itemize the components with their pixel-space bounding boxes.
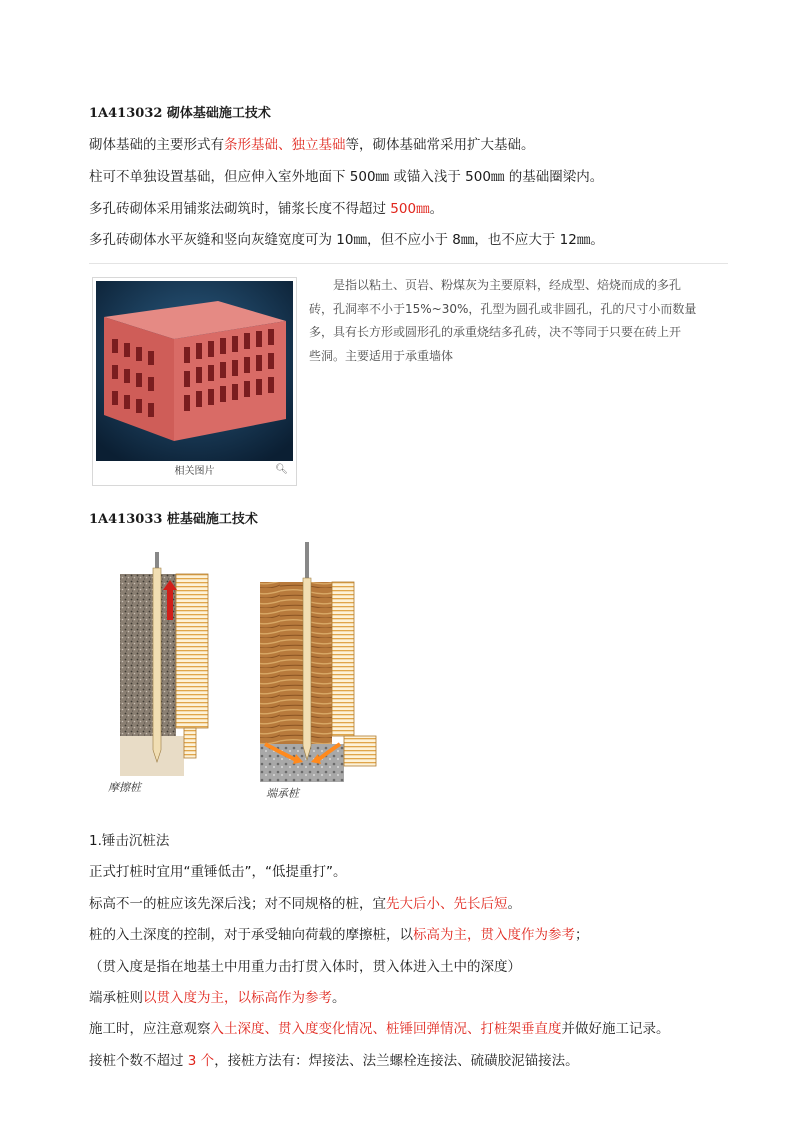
- paragraph-pile-joint: [89, 1051, 579, 1071]
- description-line: 些洞。主要适用于承重墙体: [309, 348, 454, 363]
- highlight-text: 以贯入度为主，以标高作为参考: [143, 990, 332, 1006]
- friction-pile-label: 摩擦桩: [108, 781, 141, 794]
- text: 端承桩则: [89, 990, 143, 1006]
- description-line: 砖，孔洞率不小于15%~30%，孔型为圆孔或非圆孔，孔的尺寸小而数量: [309, 301, 697, 316]
- text: 。: [507, 896, 521, 912]
- image-caption: 相关图片: [174, 466, 215, 477]
- paragraph-heavy-hammer: 正式打桩时宜用“重锤低击”，“低提重打”。: [89, 864, 347, 880]
- text: 桩的入土深度的控制，对于承受轴向荷载的摩擦桩，以: [89, 927, 413, 943]
- heading-pile-foundation: 1A413033 桩基础施工技术: [89, 512, 258, 527]
- text: 接桩个数不超过: [89, 1053, 188, 1069]
- magnifier-icon[interactable]: 🔍︎: [275, 464, 288, 475]
- subheading-hammer-driving: 1.锤击沉桩法: [89, 833, 170, 849]
- text: 。: [332, 990, 346, 1006]
- paragraph-construction-observe: [89, 1019, 670, 1039]
- paragraph-penetration-definition: （贯入度是指在地基土中用重力击打贯入体时，贯入体进入土中的深度）: [89, 959, 521, 975]
- highlight-text: 3 个: [187, 1053, 215, 1069]
- highlight-text: 入土深度、贯入度变化情况、桩锤回弹情况、打桩架垂直度: [210, 1021, 562, 1037]
- text: ，接桩方法有：焊接法、法兰螺栓连接法、硫磺胶泥锚接法。: [214, 1053, 579, 1069]
- related-image-card[interactable]: [92, 277, 297, 486]
- text: 多孔砖砌体采用铺浆法砌筑时，铺浆长度不得超过: [89, 201, 391, 217]
- paragraph-end-bearing: [89, 988, 346, 1008]
- description-line: 是指以粘土、页岩、粉煤灰为主要原料，经成型、焙烧而成的多孔: [309, 278, 682, 292]
- highlight-text: 条形基础、独立基础: [224, 137, 346, 153]
- paragraph-column-base: 柱可不单独设置基础，但应伸入室外地面下 500㎜ 或锚入浅于 500㎜ 的基础圈梁内。: [89, 169, 604, 185]
- heading-masonry-foundation: 1A413032 砌体基础施工技术: [89, 106, 271, 121]
- pile-types-figure: [100, 538, 390, 804]
- text: 等，砌体基础常采用扩大基础。: [345, 137, 535, 153]
- text: 标高不一的桩应该先深后浅；对不同规格的桩，宜: [89, 896, 386, 912]
- highlight-text: 标高为主，贯入度作为参考: [413, 927, 575, 943]
- brick-description: [309, 274, 719, 368]
- text: 并做好施工记录。: [561, 1021, 670, 1037]
- paragraph-masonry-forms: [89, 135, 535, 155]
- paragraph-mortar-length: [89, 199, 443, 219]
- paragraph-joint-width: 多孔砖砌体水平灰缝和竖向灰缝宽度可为 10㎜，但不应小于 8㎜，也不应大于 12㎜。: [89, 232, 604, 248]
- highlight-text: 500㎜: [390, 201, 430, 217]
- highlight-text: 先大后小、先长后短: [386, 896, 508, 912]
- text: 。: [429, 201, 444, 217]
- paragraph-friction-depth: [89, 925, 589, 945]
- pile-diagram: [100, 538, 390, 800]
- end-bearing-pile-label: 端承桩: [266, 787, 299, 800]
- porous-brick-photo: [96, 281, 293, 461]
- baike-infobox: [89, 263, 728, 494]
- text: 砌体基础的主要形式有: [89, 137, 224, 153]
- text: 施工时，应注意观察: [89, 1021, 211, 1037]
- text: ；: [575, 927, 589, 943]
- paragraph-pile-order: [89, 894, 521, 914]
- description-line: 多，具有长方形或圆形孔的承重烧结多孔砖，决不等同于只要在砖上开: [309, 325, 682, 339]
